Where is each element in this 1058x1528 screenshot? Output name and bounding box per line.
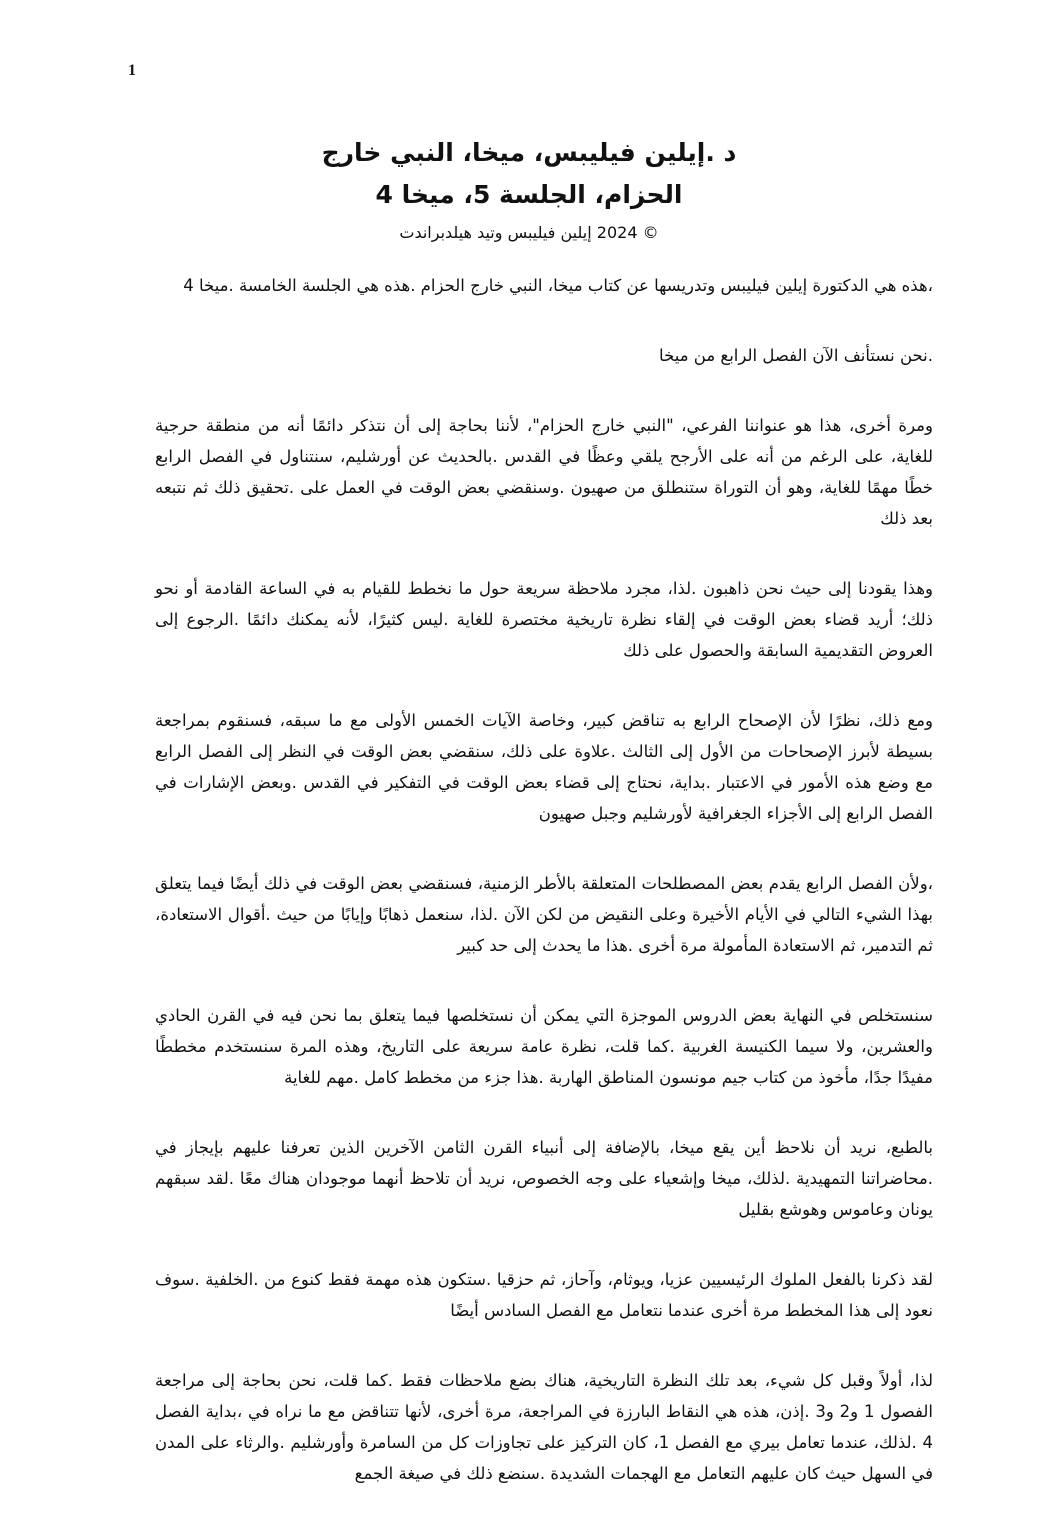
title-line-2: الحزام، الجلسة 5، ميخا 4 — [375, 180, 683, 209]
paragraph: ومرة أخرى، هذا هو عنواننا الفرعي، "النبي خارج الحزام"، لأننا بحاجة إلى أن نتذكر دائمًا أنه من منطقة حرجية للغاية، على الرغم من أنه على الأرجح يلقي وعظًا في القدس .بالحديث عن أورشليم، سنتناول في الفصل الرابع خطًا مهمًا للغاية، وهو أن التوراة ستنطلق من صهيون .وسنقضي بعض الوقت في العمل على .تحقيق ذلك ثم نتبعه بعد ذلك — [155, 416, 933, 528]
paragraph: ،ولأن الفصل الرابع يقدم بعض المصطلحات المتعلقة بالأطر الزمنية، فسنقضي بعض الوقت في ذلك أيضًا فيما يتعلق بهذا الشيء التالي في الأيام الأخيرة وعلى النقيض من لكن الآن .لذا، سنعمل ذهابًا وإيابًا من حيث .أقوال الاستعادة، ثم التدمير، ثم الاستعادة المأمولة مرة أخرى .هذا ما يحدث إلى حد كبير — [155, 874, 933, 955]
title-line-1: د .إيلين فيليبس، ميخا، النبي خارج — [321, 138, 737, 167]
paragraph: وهذا يقودنا إلى حيث نحن ذاهبون .لذا، مجرد ملاحظة سريعة حول ما نخطط للقيام به في الساعة القادمة أو نحو ذلك؛ أريد قضاء بعض الوقت في إلقاء نظرة تاريخية مختصرة للغاية .ليس كثيرًا، لأنه يمكنك دائمًا .الرجوع إلى العروض التقديمية السابقة والحصول على ذلك — [155, 579, 933, 660]
paragraph: بالطبع، نريد أن نلاحظ أين يقع ميخا، بالإضافة إلى أنبياء القرن الثامن الآخرين الذين تعرفنا عليهم بإيجاز في .محاضراتنا التمهيدية .لذلك، ميخا وإشعياء على وجه الخصوص، نريد أن تلاحظ أنهما موجودان هناك معًا .لقد سبقهم يونان وعاموس وهوشع بقليل — [155, 1138, 933, 1219]
paragraph: لقد ذكرنا بالفعل الملوك الرئيسيين عزيا، ويوثام، وآحاز، ثم حزقيا .ستكون هذه مهمة فقط كنوع من .الخلفية .سوف نعود إلى هذا المخطط مرة أخرى عندما نتعامل مع الفصل السادس أيضًا — [155, 1270, 933, 1320]
page-number: 1 — [128, 62, 136, 79]
document-header — [140, 132, 918, 246]
copyright-line: © 2024 إيلين فيليبس وتيد هيلدبراندت — [399, 223, 659, 242]
document-body — [155, 270, 933, 1528]
document-title — [140, 132, 918, 216]
paragraph: ومع ذلك، نظرًا لأن الإصحاح الرابع به تناقض كبير، وخاصة الآيات الخمس الأولى مع ما سبقه، فسنقوم بمراجعة بسيطة لأبرز الإصحاحات من الأول إلى الثالث .علاوة على ذلك، سنقضي بعض الوقت في النظر إلى الفصل الرابع مع وضع هذه الأمور في الاعتبار .بداية، نحتاج إلى قضاء بعض الوقت في التفكير في القدس .وبعض الإشارات في الفصل الرابع إلى الأجزاء الجغرافية لأورشليم وجبل صهيون — [155, 711, 933, 823]
paragraph: ،هذه هي الدكتورة إيلين فيليبس وتدريسها عن كتاب ميخا، النبي خارج الحزام .هذه هي الجلسة الخامسة .ميخا 4 — [183, 276, 933, 295]
paragraph: سنستخلص في النهاية بعض الدروس الموجزة التي يمكن أن نستخلصها فيما يتعلق بما نحن فيه في القرن الحادي والعشرين، ولا سيما الكنيسة الغربية .كما قلت، نظرة عامة سريعة على التاريخ، وهذه المرة سنستخدم مخططًا مفيدًا جدًا، مأخوذ من كتاب جيم مونسون المناطق الهاربة .هذا جزء من مخطط كامل .مهم للغاية — [155, 1006, 933, 1087]
paragraph: لذا، أولاً وقبل كل شيء، بعد تلك النظرة التاريخية، هناك بضع ملاحظات فقط .كما قلت، نحن بحاجة إلى مراجعة الفصول 1 و2 و3 .إذن، هذه هي النقاط البارزة في المراجعة، مرة أخرى، لأنها تتناقض مع ما نراه في ،بداية الفصل 4 .لذلك، عندما تعامل بيري مع الفصل 1، كان التركيز على تجاوزات كل من السامرة وأورشليم .والرثاء على المدن في السهل حيث كان عليهم التعامل مع الهجمات الشديدة .سنضع ذلك في صيغة الجمع — [155, 1371, 934, 1483]
paragraph: .نحن نستأنف الآن الفصل الرابع من ميخا — [659, 346, 933, 365]
